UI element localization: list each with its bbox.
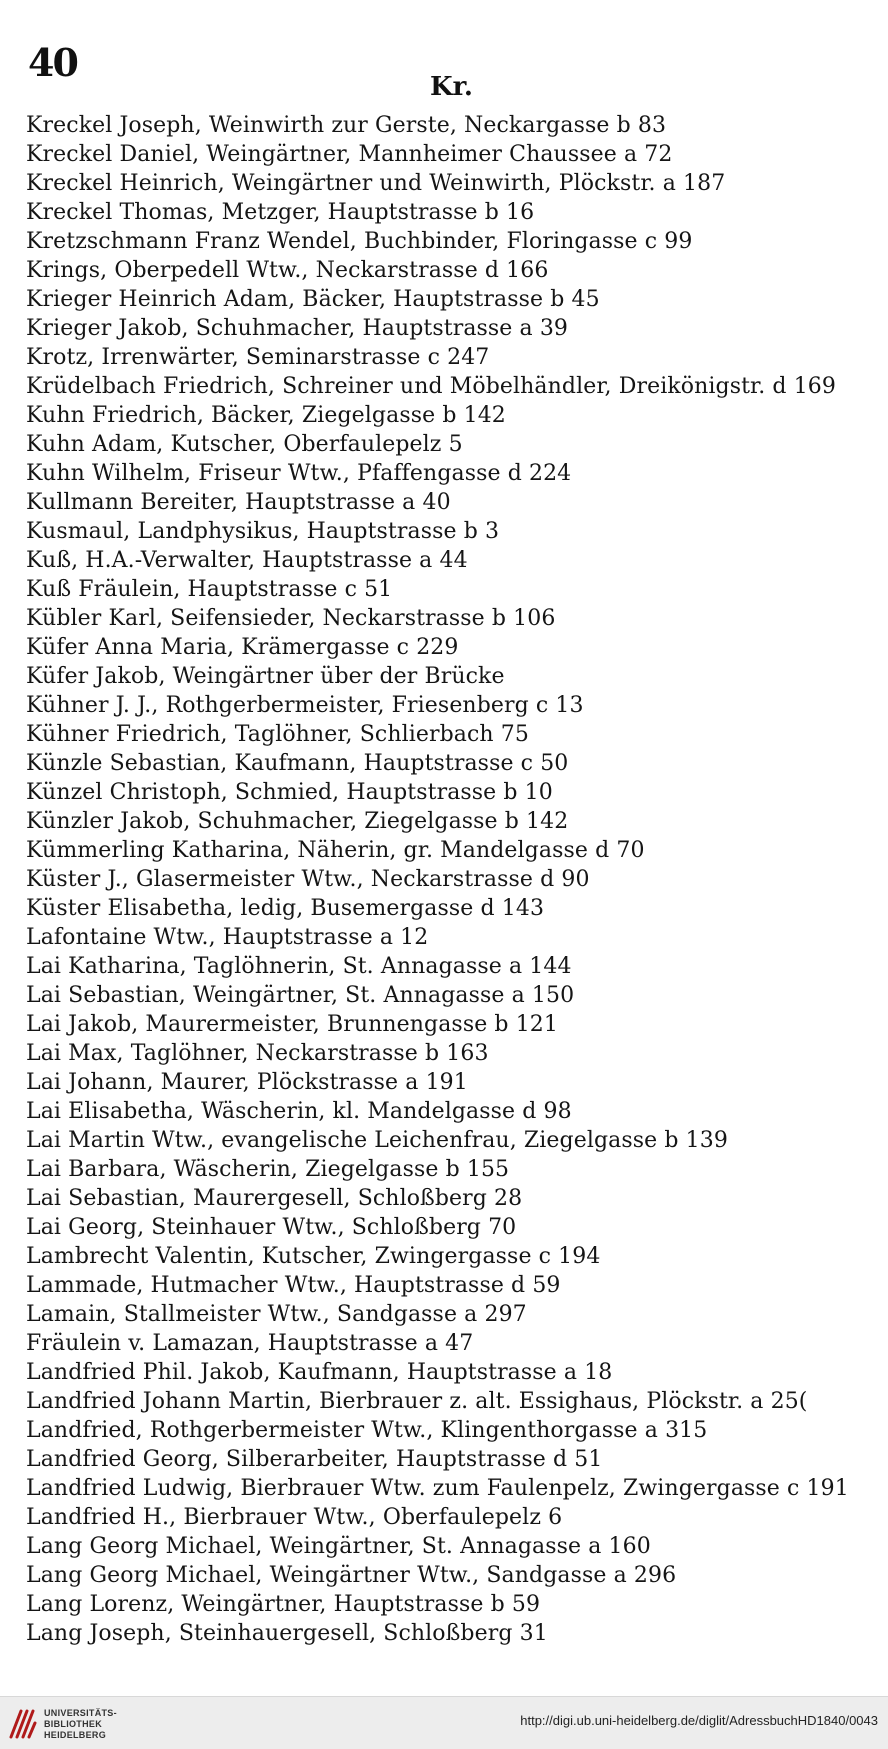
directory-entry: Landfried, Rothgerbermeister Wtw., Klingenthorgasse a 315 (26, 1418, 708, 1443)
directory-entry: Lai Johann, Maurer, Plöckstrasse a 191 (26, 1070, 468, 1095)
directory-entry: Kübler Karl, Seifensieder, Neckarstrasse b 106 (26, 606, 556, 631)
directory-entry: Lambrecht Valentin, Kutscher, Zwingergasse c 194 (26, 1244, 601, 1269)
source-url-link[interactable]: http://digi.ub.uni-heidelberg.de/diglit/AdressbuchHD1840/0043 (520, 1713, 878, 1728)
directory-entry: Künzel Christoph, Schmied, Hauptstrasse b 10 (26, 780, 553, 805)
directory-entry: Lai Georg, Steinhauer Wtw., Schloßberg 70 (26, 1215, 517, 1240)
directory-entry: Küfer Anna Maria, Krämergasse c 229 (26, 635, 459, 660)
directory-entry: Landfried Johann Martin, Bierbrauer z. alt. Essighaus, Plöckstr. a 25( (26, 1389, 808, 1414)
directory-entry: Lang Joseph, Steinhauergesell, Schloßberg 31 (26, 1621, 548, 1646)
footer-bar (0, 1696, 888, 1749)
directory-entry: Krüdelbach Friedrich, Schreiner und Möbelhändler, Dreikönigstr. d 169 (26, 374, 836, 399)
logo-line-1: UNIVERSITÄTS- (44, 1707, 117, 1718)
directory-entry: Kuß, H.A.-Verwalter, Hauptstrasse a 44 (26, 548, 468, 573)
directory-entry: Lang Georg Michael, Weingärtner, St. Annagasse a 160 (26, 1534, 651, 1559)
section-header: Kr. (430, 72, 473, 102)
directory-entry: Lamain, Stallmeister Wtw., Sandgasse a 297 (26, 1302, 527, 1327)
directory-entry: Lai Katharina, Taglöhnerin, St. Annagasse a 144 (26, 954, 572, 979)
directory-entry: Landfried Georg, Silberarbeiter, Hauptstrasse d 51 (26, 1447, 603, 1472)
directory-entry: Kuhn Wilhelm, Friseur Wtw., Pfaffengasse d 224 (26, 461, 572, 486)
directory-entry: Lai Max, Taglöhner, Neckarstrasse b 163 (26, 1041, 489, 1066)
directory-entry: Krotz, Irrenwärter, Seminarstrasse c 247 (26, 345, 490, 370)
directory-entry: Lang Lorenz, Weingärtner, Hauptstrasse b 59 (26, 1592, 541, 1617)
directory-entry: Kuhn Friedrich, Bäcker, Ziegelgasse b 142 (26, 403, 506, 428)
logo-line-2: BIBLIOTHEK (44, 1718, 102, 1729)
directory-entry: Lai Barbara, Wäscherin, Ziegelgasse b 155 (26, 1157, 510, 1182)
directory-entry: Landfried H., Bierbrauer Wtw., Oberfaulepelz 6 (26, 1505, 563, 1530)
logo-line-3: HEIDELBERG (44, 1729, 107, 1740)
directory-entry: Lai Elisabetha, Wäscherin, kl. Mandelgasse d 98 (26, 1099, 572, 1124)
directory-entry: Krings, Oberpedell Wtw., Neckarstrasse d 166 (26, 258, 549, 283)
directory-entry: Kühner Friedrich, Taglöhner, Schlierbach 75 (26, 722, 529, 747)
directory-entry: Kullmann Bereiter, Hauptstrasse a 40 (26, 490, 451, 515)
directory-entry: Küster Elisabetha, ledig, Busemergasse d 143 (26, 896, 545, 921)
directory-entry: Fräulein v. Lamazan, Hauptstrasse a 47 (26, 1331, 474, 1356)
directory-entry: Lai Jakob, Maurermeister, Brunnengasse b 121 (26, 1012, 558, 1037)
directory-entry: Lafontaine Wtw., Hauptstrasse a 12 (26, 925, 429, 950)
library-logo-icon (8, 1707, 38, 1741)
directory-entry: Kreckel Daniel, Weingärtner, Mannheimer Chaussee a 72 (26, 142, 673, 167)
directory-entry: Lammade, Hutmacher Wtw., Hauptstrasse d 59 (26, 1273, 561, 1298)
directory-entry: Kuß Fräulein, Hauptstrasse c 51 (26, 577, 393, 602)
directory-entry: Lang Georg Michael, Weingärtner Wtw., Sandgasse a 296 (26, 1563, 677, 1588)
directory-entry: Kretzschmann Franz Wendel, Buchbinder, Floringasse c 99 (26, 229, 693, 254)
directory-entry: Krieger Jakob, Schuhmacher, Hauptstrasse a 39 (26, 316, 569, 341)
directory-entry: Küfer Jakob, Weingärtner über der Brücke (26, 664, 505, 689)
directory-entry: Kreckel Joseph, Weinwirth zur Gerste, Neckargasse b 83 (26, 113, 667, 138)
directory-entry: Künzle Sebastian, Kaufmann, Hauptstrasse c 50 (26, 751, 569, 776)
library-logo-text (44, 1708, 117, 1741)
directory-entries (26, 111, 886, 1648)
directory-entry: Landfried Ludwig, Bierbrauer Wtw. zum Faulenpelz, Zwingergasse c 191 (26, 1476, 849, 1501)
library-logo[interactable] (8, 1705, 117, 1743)
directory-entry: Kreckel Heinrich, Weingärtner und Weinwirth, Plöckstr. a 187 (26, 171, 726, 196)
directory-entry: Lai Martin Wtw., evangelische Leichenfrau, Ziegelgasse b 139 (26, 1128, 728, 1153)
directory-entry: Lai Sebastian, Weingärtner, St. Annagasse a 150 (26, 983, 575, 1008)
directory-entry: Künzler Jakob, Schuhmacher, Ziegelgasse b 142 (26, 809, 569, 834)
directory-entry: Krieger Heinrich Adam, Bäcker, Hauptstrasse b 45 (26, 287, 600, 312)
directory-entry: Kuhn Adam, Kutscher, Oberfaulepelz 5 (26, 432, 463, 457)
directory-entry: Kreckel Thomas, Metzger, Hauptstrasse b 16 (26, 200, 535, 225)
directory-entry: Landfried Phil. Jakob, Kaufmann, Hauptstrasse a 18 (26, 1360, 613, 1385)
directory-entry: Kühner J. J., Rothgerbermeister, Friesenberg c 13 (26, 693, 584, 718)
directory-entry: Küster J., Glasermeister Wtw., Neckarstrasse d 90 (26, 867, 590, 892)
directory-entry: Kümmerling Katharina, Näherin, gr. Mandelgasse d 70 (26, 838, 645, 863)
directory-entry: Kusmaul, Landphysikus, Hauptstrasse b 3 (26, 519, 500, 544)
page-number: 40 (28, 40, 77, 85)
directory-entry: Lai Sebastian, Maurergesell, Schloßberg 28 (26, 1186, 523, 1211)
